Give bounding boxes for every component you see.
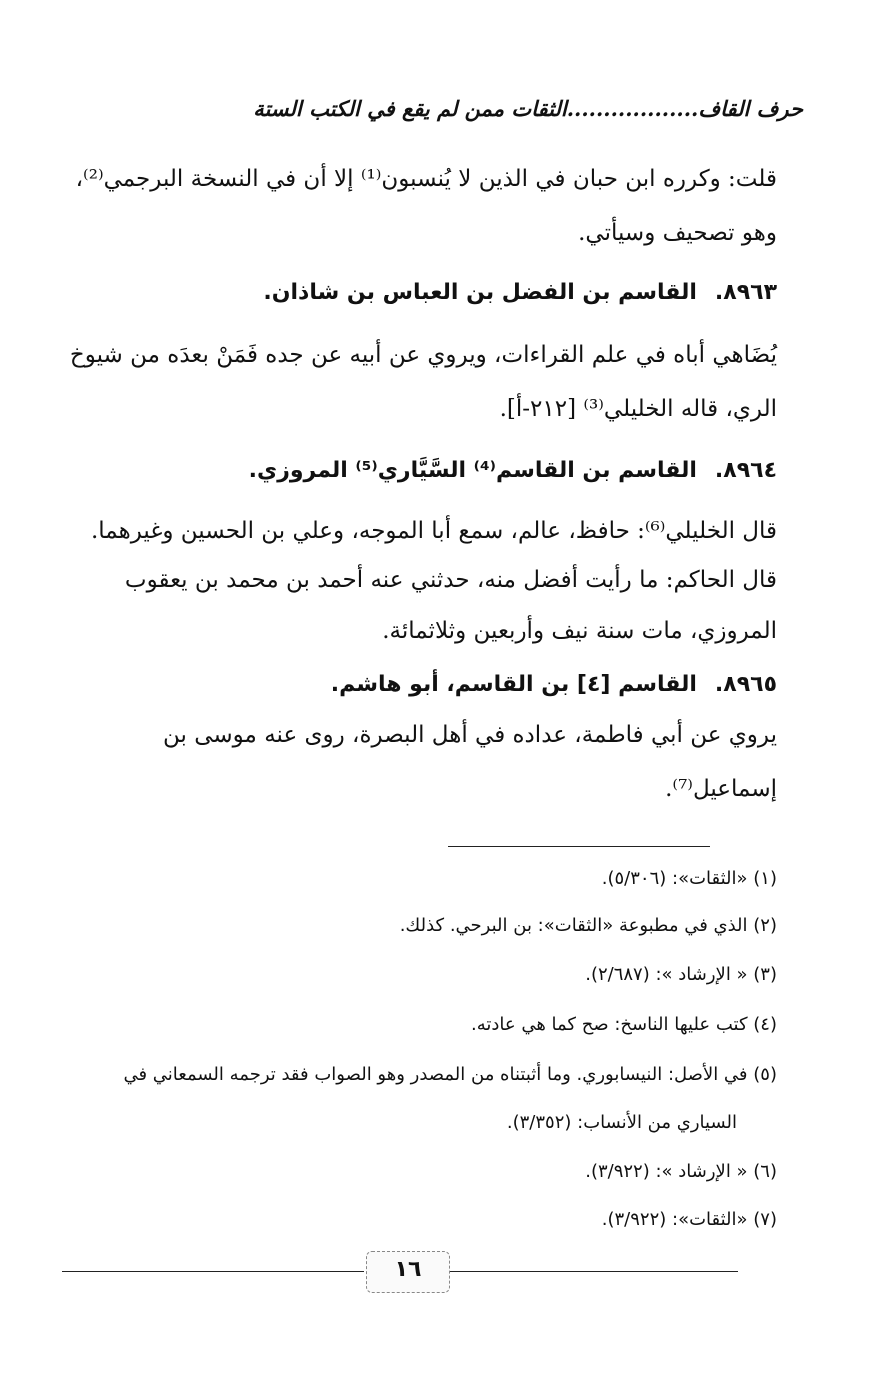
entry-text-line: إسماعيل⁽⁷⁾. bbox=[665, 776, 777, 802]
entry-text-line: يروي عن أبي فاطمة، عداده في أهل البصرة، روى عنه موسى بن bbox=[163, 722, 777, 748]
footnote: (١) «الثقات»: (٥/٣٠٦). bbox=[601, 868, 777, 889]
page-number: ١٦ bbox=[394, 1257, 422, 1282]
entry-number: ٨٩٦٣. bbox=[714, 280, 777, 305]
footnote: (٤) كتب عليها الناسخ: صح كما هي عادته. bbox=[470, 1014, 777, 1035]
entry-text-line: قال الخليلي⁽⁶⁾: حافظ، عالم، سمع أبا الموجه، وعلي بن الحسين وغيرهما. bbox=[90, 518, 777, 544]
header-book-title: الثقات ممن لم يقع في الكتب الستة bbox=[253, 96, 567, 121]
entry-text-line: المروزي، مات سنة نيف وأربعين وثلاثمائة. bbox=[382, 618, 777, 644]
entry-text-line: قال الحاكم: ما رأيت أفضل منه، حدثني عنه أحمد بن محمد بن يعقوب bbox=[124, 567, 777, 593]
footnote: (٦) « الإرشاد »: (٣/٩٢٢). bbox=[585, 1161, 777, 1182]
footnote: (٣) « الإرشاد »: (٢/٦٨٧). bbox=[585, 964, 777, 985]
header-dots: .................. bbox=[566, 96, 699, 121]
header-chapter: حرف القاف bbox=[698, 96, 803, 121]
footnote: (٧) «الثقات»: (٣/٩٢٢). bbox=[601, 1209, 777, 1230]
running-header bbox=[110, 96, 803, 130]
entry-text-line: الري، قاله الخليلي⁽³⁾ [٢١٢-أ]. bbox=[499, 396, 777, 422]
footer-rule bbox=[450, 1271, 738, 1272]
body-line: وهو تصحيف وسيأتي. bbox=[578, 220, 777, 246]
footnote: (٥) في الأصل: النيسابوري. وما أثبتناه من المصدر وهو الصواب فقد ترجمه السمعاني في bbox=[123, 1064, 777, 1085]
entry-name: القاسم بن الفضل بن العباس بن شاذان. bbox=[263, 280, 697, 305]
entry-number: ٨٩٦٥. bbox=[714, 672, 777, 697]
entry-name: القاسم [٤] بن القاسم، أبو هاشم. bbox=[330, 672, 697, 697]
entry-name: القاسم بن القاسم⁽⁴⁾ السَّيَّاري⁽⁵⁾ المروزي. bbox=[248, 458, 697, 483]
entry-text-line: يُضَاهي أباه في علم القراءات، ويروي عن أبيه عن جده فَمَنْ بعدَه من شيوخ bbox=[69, 342, 777, 368]
page-number-ornament bbox=[366, 1251, 450, 1293]
footnote: (٢) الذي في مطبوعة «الثقات»: بن البرحي. كذلك. bbox=[399, 915, 777, 936]
entry-heading bbox=[80, 276, 777, 310]
footer-rule bbox=[62, 1271, 364, 1272]
footnote-continuation: السياري من الأنساب: (٣/٣٥٢). bbox=[506, 1112, 737, 1133]
body-line: قلت: وكرره ابن حبان في الذين لا يُنسبون⁽¹⁾ إلا أن في النسخة البرجمي⁽²⁾، bbox=[75, 166, 777, 192]
entry-heading bbox=[80, 454, 777, 488]
footnote-separator bbox=[448, 846, 710, 847]
entry-number: ٨٩٦٤. bbox=[714, 458, 777, 483]
entry-heading bbox=[80, 668, 777, 702]
